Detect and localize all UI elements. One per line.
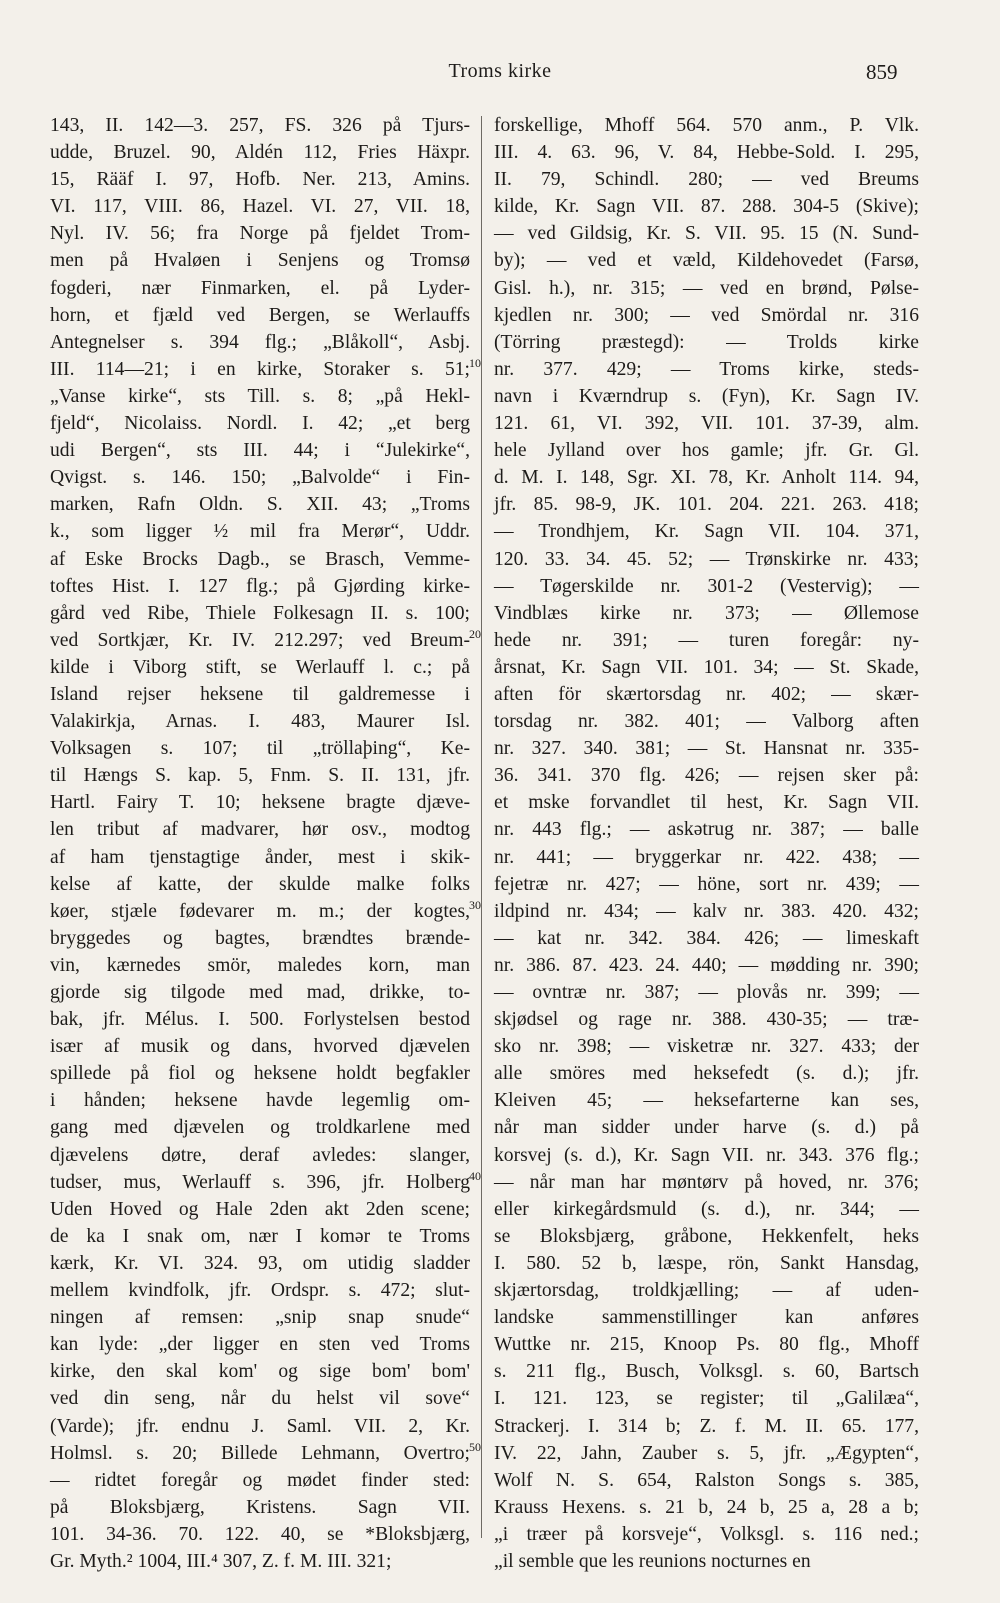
text-line: Nyl. IV. 56; fra Norge på fjeldet Trom- [50,223,470,245]
text-line: (Törring præstegd): — Trolds kirke [494,331,919,353]
text-line: korsvej (s. d.), Kr. Sagn VII. nr. 343. 376 flg.; [494,1144,919,1166]
text-line: 101. 34-36. 70. 122. 40, se *Bloksbjærg, [50,1523,470,1545]
text-line: ildpind nr. 434; — kalv nr. 383. 420. 432; [494,900,919,922]
text-line: — kat nr. 342. 384. 426; — limeskaft [494,927,919,949]
text-line: marken, Rafn Oldn. S. XII. 43; „Troms [50,494,470,516]
text-line: udde, Bruzel. 90, Aldén 112, Fries Häxpr. [50,142,470,164]
text-line: 36. 341. 370 flg. 426; — rejsen sker på: [494,765,919,787]
text-line: Qvigst. s. 146. 150; „Balvolde“ i Fin- [50,467,470,489]
text-line: skjærtorsdag, troldkjælling; — af uden- [494,1280,919,1302]
text-line: 121. 61, VI. 392, VII. 101. 37-39, alm. [494,413,919,435]
line-number: 20 [469,627,481,641]
text-line: årsnat, Kr. Sagn VII. 101. 34; — St. Skade, [494,656,919,678]
text-line: Gr. Myth.² 1004, III.⁴ 307, Z. f. M. III. 321; [50,1550,392,1572]
text-line: Gisl. h.), nr. 315; — ved en brønd, Pølse- [494,277,919,299]
column-divider [481,116,482,1538]
text-line: „il semble que les reunions nocturnes en [494,1550,811,1572]
text-line: hede nr. 391; — turen foregår: ny- [494,629,919,651]
text-line: — Trondhjem, Kr. Sagn VII. 104. 371, [494,521,919,543]
text-line: aften för skærtorsdag nr. 402; — skær- [494,683,919,705]
text-line: forskellige, Mhoff 564. 570 anm., P. Vlk. [494,115,919,136]
text-line: hele Jylland over hos gamle; jfr. Gr. Gl. [494,440,919,462]
text-line: gjorde sig tilgode med mad, drikke, to- [50,982,470,1003]
text-line: — ovntræ nr. 387; — plovås nr. 399; — [494,982,919,1003]
text-line: udi Bergen“, sts III. 44; i “Julekirke“, [50,440,470,462]
text-line: fejetræ nr. 427; — höne, sort nr. 439; — [494,873,919,895]
text-line: Vindblæs kirke nr. 373; — Øllemose [494,602,919,624]
text-line: torsdag nr. 382. 401; — Valborg aften [494,711,919,733]
text-line: s. 211 flg., Busch, Volksgl. s. 60, Bartsch [494,1361,919,1383]
text-line: gang med djævelen og troldkarlene med [50,1117,470,1139]
text-line: eller kirkegårdsmuld (s. d.), nr. 344; — [494,1198,919,1220]
text-line: — når man har møntørv på hoved, nr. 376; [494,1171,919,1193]
text-line: tudser, mus, Werlauff s. 396, jfr. Holberg [50,1171,470,1193]
text-line: nr. 443 flg.; — askətrug nr. 387; — balle [494,819,919,841]
text-line: køer, stjæle fødevarer m. m.; der kogtes, [50,900,470,922]
text-line: kilde, Kr. Sagn VII. 87. 288. 304-5 (Skive); [494,196,919,218]
text-line: på Bloksbjærg, Kristens. Sagn VII. [50,1496,470,1518]
text-line: — ridtet foregår og mødet finder sted: [50,1469,470,1491]
line-number: 10 [469,356,481,370]
line-number: 50 [469,1440,481,1454]
text-line: nr. 327. 340. 381; — St. Hansnat nr. 335- [494,738,919,760]
text-line: toftes Hist. I. 127 flg.; på Gjørding kirke- [50,575,470,597]
left-column [50,112,470,1575]
right-column [494,112,919,1575]
text-line: fjeld“, Nicolaiss. Nordl. I. 42; „et berg [50,413,470,435]
text-line: d. M. I. 148, Sgr. XI. 78, Kr. Anholt 114. 94, [494,467,919,489]
text-line: kelse af katte, der skulde malke folks [50,873,470,895]
text-line: Island rejser heksene til galdremesse i [50,683,470,705]
text-line: de ka I snak om, nær I komər te Troms [50,1225,470,1247]
text-line: Wolf N. S. 654, Ralston Songs s. 385, [494,1469,919,1491]
text-line: vin, kærnedes smör, maledes korn, man [50,954,470,976]
text-line: navn i Kværndrup s. (Fyn), Kr. Sagn IV. [494,385,919,407]
text-line: spillede på fiol og heksene holdt begfakler [50,1063,470,1085]
text-line: i hånden; heksene havde legemlig om- [50,1090,470,1112]
text-line: se Bloksbjærg, gråbone, Hekkenfelt, heks [494,1225,919,1247]
text-line: (Varde); jfr. endnu J. Saml. VII. 2, Kr. [50,1415,470,1437]
text-line: mellem kvindfolk, jfr. Ordspr. s. 472; slut- [50,1280,470,1302]
text-line: I. 121. 123, se register; til „Galilæa“, [494,1388,919,1410]
text-line: især af musik og dans, hvorved djævelen [50,1036,470,1058]
text-line: gård ved Ribe, Thiele Folkesagn II. s. 100; [50,602,470,624]
text-line: kirke, den skal kom' og sige bom' bom' [50,1361,470,1383]
text-line: IV. 22, Jahn, Zauber s. 5, jfr. „Ægypten“, [494,1442,919,1464]
text-line: I. 580. 52 b, læspe, rön, Sankt Hansdag, [494,1252,919,1274]
text-line: jfr. 85. 98-9, JK. 101. 204. 221. 263. 418; [494,494,919,516]
text-line: ved din seng, når du helst vil sove“ [50,1388,470,1410]
text-line: — ved Gildsig, Kr. S. VII. 95. 15 (N. Sund- [494,223,919,245]
text-line: „i træer på korsveje“, Volksgl. s. 116 ned.; [494,1523,919,1545]
text-line: et mske forvandlet til hest, Kr. Sagn VII. [494,792,919,814]
line-number: 30 [469,898,481,912]
text-line: horn, et fjæld ved Bergen, se Werlauffs [50,304,470,326]
text-line: nr. 441; — bryggerkar nr. 422. 438; — [494,846,919,868]
text-line: bryggedes og bagtes, brændtes brænde- [50,927,470,949]
text-line: alle smöres med heksefedt (s. d.); jfr. [494,1063,919,1085]
text-line: 15, Rääf I. 97, Hofb. Ner. 213, Amins. [50,169,470,191]
text-line: sko nr. 398; — visketræ nr. 327. 433; der [494,1036,919,1058]
text-line: k., som ligger ½ mil fra Merør“, Uddr. [50,521,470,543]
text-line: kjedlen nr. 300; — ved Smördal nr. 316 [494,304,919,326]
text-line: nr. 386. 87. 423. 24. 440; — mødding nr. 390; [494,954,919,976]
text-line: III. 4. 63. 96, V. 84, Hebbe-Sold. I. 295, [494,142,919,164]
text-line: Strackerj. I. 314 b; Z. f. M. II. 65. 177, [494,1415,919,1437]
text-line: nr. 377. 429; — Troms kirke, steds- [494,358,919,380]
text-line: kilde i Viborg stift, se Werlauff l. c.; på [50,656,470,678]
text-line: Volksagen s. 107; til „tröllaþing“, Ke- [50,738,470,760]
text-line: når man sidder under harve (s. d.) på [494,1117,919,1139]
text-line: fogderi, nær Finmarken, el. på Lyder- [50,277,470,299]
text-line: — Tøgerskilde nr. 301-2 (Vestervig); — [494,575,919,597]
text-line: kan lyde: „der ligger en sten ved Troms [50,1334,470,1356]
text-line: til Hængs S. kap. 5, Fnm. S. II. 131, jfr. [50,765,470,787]
running-title: Troms kirke [448,60,552,82]
text-line: II. 79, Schindl. 280; — ved Breums [494,169,919,191]
text-line: Uden Hoved og Hale 2den akt 2den scene; [50,1198,470,1220]
text-line: VI. 117, VIII. 86, Hazel. VI. 27, VII. 18, [50,196,470,218]
text-line: kærk, Kr. VI. 324. 93, om utidig sladder [50,1252,470,1274]
text-line: bak, jfr. Mélus. I. 500. Forlystelsen bestod [50,1009,470,1031]
text-line: Krauss Hexens. s. 21 b, 24 b, 25 a, 28 a b; [494,1496,919,1518]
text-line: III. 114—21; i en kirke, Storaker s. 51; [50,358,470,380]
page-number: 859 [866,60,898,84]
text-line: ved Sortkjær, Kr. IV. 212.297; ved Breum- [50,629,470,651]
text-line: landske sammenstillinger kan anføres [494,1307,919,1329]
text-line: Valakirkja, Arnas. I. 483, Maurer Isl. [50,711,470,733]
line-number: 40 [469,1169,481,1183]
text-line: 120. 33. 34. 45. 52; — Trønskirke nr. 433; [494,548,919,570]
text-line: len tribut af madvarer, hør osv., modtog [50,819,470,841]
text-line: Holmsl. s. 20; Billede Lehmann, Overtro; [50,1442,470,1464]
text-line: men på Hvaløen i Senjens og Tromsø [50,250,470,272]
text-line: Hartl. Fairy T. 10; heksene bragte djæve- [50,792,470,814]
text-line: Antegnelser s. 394 flg.; „Blåkoll“, Asbj. [50,331,470,353]
text-line: 143, II. 142—3. 257, FS. 326 på Tjurs- [50,115,470,136]
text-line: Wuttke nr. 215, Knoop Ps. 80 flg., Mhoff [494,1334,919,1356]
text-line: ningen af remsen: „snip snap snude“ [50,1307,470,1329]
text-line: skjødsel og rage nr. 388. 430-35; — træ- [494,1009,919,1031]
text-line: „Vanse kirke“, sts Till. s. 8; „på Hekl- [50,385,470,407]
text-line: af Eske Brocks Dagb., se Brasch, Vemme- [50,548,470,570]
text-line: af ham tjenstagtige ånder, mest i skik- [50,846,470,868]
text-line: djævelens døtre, deraf avledes: slanger, [50,1144,470,1166]
text-line: by); — ved et væld, Kildehovedet (Farsø, [494,250,919,272]
text-line: Kleiven 45; — heksefarterne kan ses, [494,1090,919,1112]
